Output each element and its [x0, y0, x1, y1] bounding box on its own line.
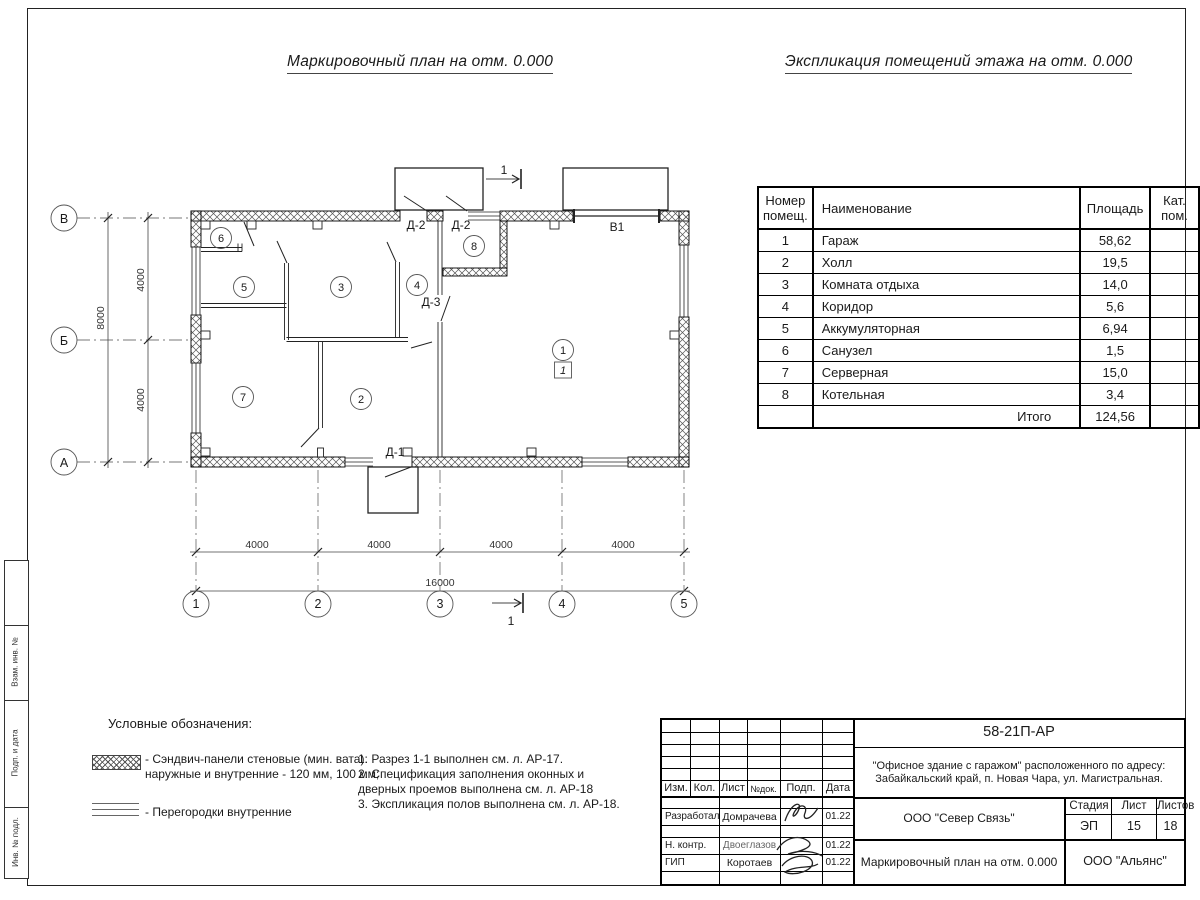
stamp-col-podp: Подп. [786, 782, 816, 794]
role-name: Коротаев [726, 857, 773, 869]
room-area: 1,5 [1080, 340, 1150, 362]
room-category [1150, 340, 1199, 362]
role-label: Разработал [665, 811, 720, 822]
table-row [758, 252, 1199, 274]
svg-text:Д-2: Д-2 [451, 218, 471, 232]
svg-text:6: 6 [217, 233, 225, 245]
stamp-col-izm: Изм. [664, 782, 688, 794]
note-1: 1. Разрез 1-1 выполнен см. л. АР-17. [358, 752, 564, 766]
table-total-row [758, 406, 1199, 429]
stamp-col-ndok: №док. [750, 784, 777, 794]
dimension-lines [108, 212, 690, 591]
svg-text:Б: Б [59, 334, 69, 348]
svg-text:А: А [59, 456, 69, 470]
svg-text:1: 1 [507, 614, 515, 628]
table-row [758, 340, 1199, 362]
partition-swatch [92, 803, 139, 816]
col-header-name: Наименование [813, 187, 1081, 229]
room-name: Серверная [813, 362, 1081, 384]
svg-text:8: 8 [470, 241, 478, 253]
col-header-number: Номер помещ. [758, 187, 813, 229]
svg-text:7: 7 [239, 392, 247, 404]
side-strip-label: Взам. инв. № [10, 637, 20, 687]
svg-text:В: В [59, 212, 69, 226]
project-address-line2: Забайкальский край, п. Новая Чара, ул. Магистральная. [875, 773, 1163, 785]
table-row [758, 362, 1199, 384]
room-area: 15,0 [1080, 362, 1150, 384]
interior-partitions [201, 221, 442, 457]
col-header-area: Площадь [1080, 187, 1150, 229]
svg-text:4000: 4000 [135, 388, 147, 412]
room-number: 8 [758, 384, 813, 406]
role-label: ГИП [665, 857, 685, 868]
room-name: Коридор [813, 296, 1081, 318]
role-date: 01.22 [825, 840, 851, 851]
legend-sandwich-line1: - Сэндвич-панели стеновые (мин. вата): [145, 752, 368, 766]
room-number: 2 [758, 252, 813, 274]
windows [191, 212, 689, 466]
grid-bubble-labels [60, 212, 688, 611]
room-number: 6 [758, 340, 813, 362]
svg-text:5: 5 [240, 282, 248, 294]
room-name: Котельная [813, 384, 1081, 406]
svg-text:Д-1: Д-1 [385, 445, 405, 459]
title-block [660, 718, 1195, 886]
room-category [1150, 362, 1199, 384]
signature-domracheva [781, 799, 822, 826]
plan-title: Маркировочный план на отм. 0.000 [287, 53, 553, 74]
room-number: 4 [758, 296, 813, 318]
room-name: Гараж [813, 229, 1081, 252]
total-label: Итого [813, 406, 1081, 429]
room-number: 1 [758, 229, 813, 252]
room-category [1150, 252, 1199, 274]
room-category [1150, 274, 1199, 296]
role-name: Двоеглазов [722, 840, 777, 851]
column-stubs [201, 221, 679, 456]
dimension-labels [95, 268, 635, 589]
gate-label: В1 [609, 220, 625, 234]
svg-text:4000: 4000 [489, 539, 513, 551]
sheet-label: Лист [1121, 800, 1147, 812]
role-label: Н. контр. [665, 840, 707, 851]
table-row [758, 296, 1199, 318]
room-area: 58,62 [1080, 229, 1150, 252]
stamp-col-data: Дата [825, 782, 851, 794]
svg-text:2: 2 [357, 394, 365, 406]
sheets-value: 18 [1163, 819, 1178, 833]
sheets-label: Листов [1157, 800, 1195, 812]
svg-text:16000: 16000 [425, 577, 455, 589]
table-row [758, 384, 1199, 406]
svg-text:1: 1 [500, 163, 508, 177]
stamp-col-kol: Кол. [693, 782, 716, 794]
stage-label: Стадия [1069, 800, 1109, 812]
company-name: ООО "Альянс" [1083, 854, 1167, 868]
svg-text:3: 3 [436, 597, 444, 611]
exterior-walls [191, 211, 689, 467]
grid-lines [77, 218, 684, 591]
role-date: 01.22 [825, 811, 851, 822]
org-name: ООО "Север Связь" [903, 811, 1015, 825]
svg-text:5: 5 [680, 597, 688, 611]
section-mark-top [486, 163, 521, 189]
side-strip-label: Подп. и дата [10, 729, 20, 777]
svg-text:4000: 4000 [245, 539, 269, 551]
note-2: 2. Спецификация заполнения оконных и дверных проемов выполнена см. л. АР-18 [358, 767, 594, 796]
legend-partitions: - Перегородки внутренние [145, 805, 292, 819]
table-header-row [758, 187, 1199, 229]
total-area: 124,56 [1080, 406, 1150, 429]
project-address-line1: "Офисное здание с гаражом" расположенного по адресу: [872, 760, 1166, 772]
table-row [758, 318, 1199, 340]
table-row [758, 229, 1199, 252]
door-leaves [244, 196, 467, 477]
table-row [758, 274, 1199, 296]
room-number: 5 [758, 318, 813, 340]
room-area: 3,4 [1080, 384, 1150, 406]
role-date: 01.22 [825, 857, 851, 868]
room-name: Санузел [813, 340, 1081, 362]
svg-text:2: 2 [314, 597, 322, 611]
note-3: 3. Экспликация полов выполнена см. л. АР-18. [358, 797, 620, 811]
room-category [1150, 296, 1199, 318]
room-explication-table [757, 186, 1200, 429]
svg-text:4000: 4000 [135, 268, 147, 292]
legend-title: Условные обозначения: [108, 716, 253, 731]
svg-text:1: 1 [192, 597, 200, 611]
legend-sandwich-line2: наружные и внутренние - 120 мм, 100 мм; [145, 767, 380, 781]
stage-value: ЭП [1080, 819, 1098, 833]
floor-type-label: 1 [559, 365, 567, 377]
room-category [1150, 384, 1199, 406]
svg-text:Д-3: Д-3 [421, 295, 441, 309]
signature-korotaev [774, 833, 826, 883]
side-strip-label: Инв. № подл. [11, 817, 20, 867]
svg-text:8000: 8000 [95, 306, 107, 330]
room-category [1150, 229, 1199, 252]
doc-number: 58-21П-АР [983, 724, 1055, 740]
room-area: 19,5 [1080, 252, 1150, 274]
svg-text:Д-2: Д-2 [406, 218, 426, 232]
svg-text:3: 3 [337, 282, 345, 294]
floor-plan [30, 150, 740, 628]
room-name: Холл [813, 252, 1081, 274]
stamp-drawing-title: Маркировочный план на отм. 0.000 [860, 855, 1058, 869]
svg-text:1: 1 [559, 345, 567, 357]
role-name: Домрачева [722, 811, 777, 823]
room-name: Аккумуляторная [813, 318, 1081, 340]
room-name: Комната отдыха [813, 274, 1081, 296]
svg-text:4: 4 [558, 597, 566, 611]
side-strip-empty-cell [4, 560, 29, 627]
sheet-value: 15 [1127, 819, 1141, 833]
col-header-category: Кат. пом. [1150, 187, 1199, 229]
room-markers [211, 228, 574, 410]
svg-text:4000: 4000 [611, 539, 635, 551]
room-area: 6,94 [1080, 318, 1150, 340]
room-area: 5,6 [1080, 296, 1150, 318]
room-number: 7 [758, 362, 813, 384]
room-number: 3 [758, 274, 813, 296]
explication-title: Экспликация помещений этажа на отм. 0.000 [785, 53, 1132, 74]
stamp-col-list: Лист [721, 782, 745, 794]
room-category [1150, 318, 1199, 340]
room-area: 14,0 [1080, 274, 1150, 296]
svg-text:4: 4 [413, 280, 421, 292]
sandwich-panel-swatch [92, 755, 141, 770]
svg-text:4000: 4000 [367, 539, 391, 551]
